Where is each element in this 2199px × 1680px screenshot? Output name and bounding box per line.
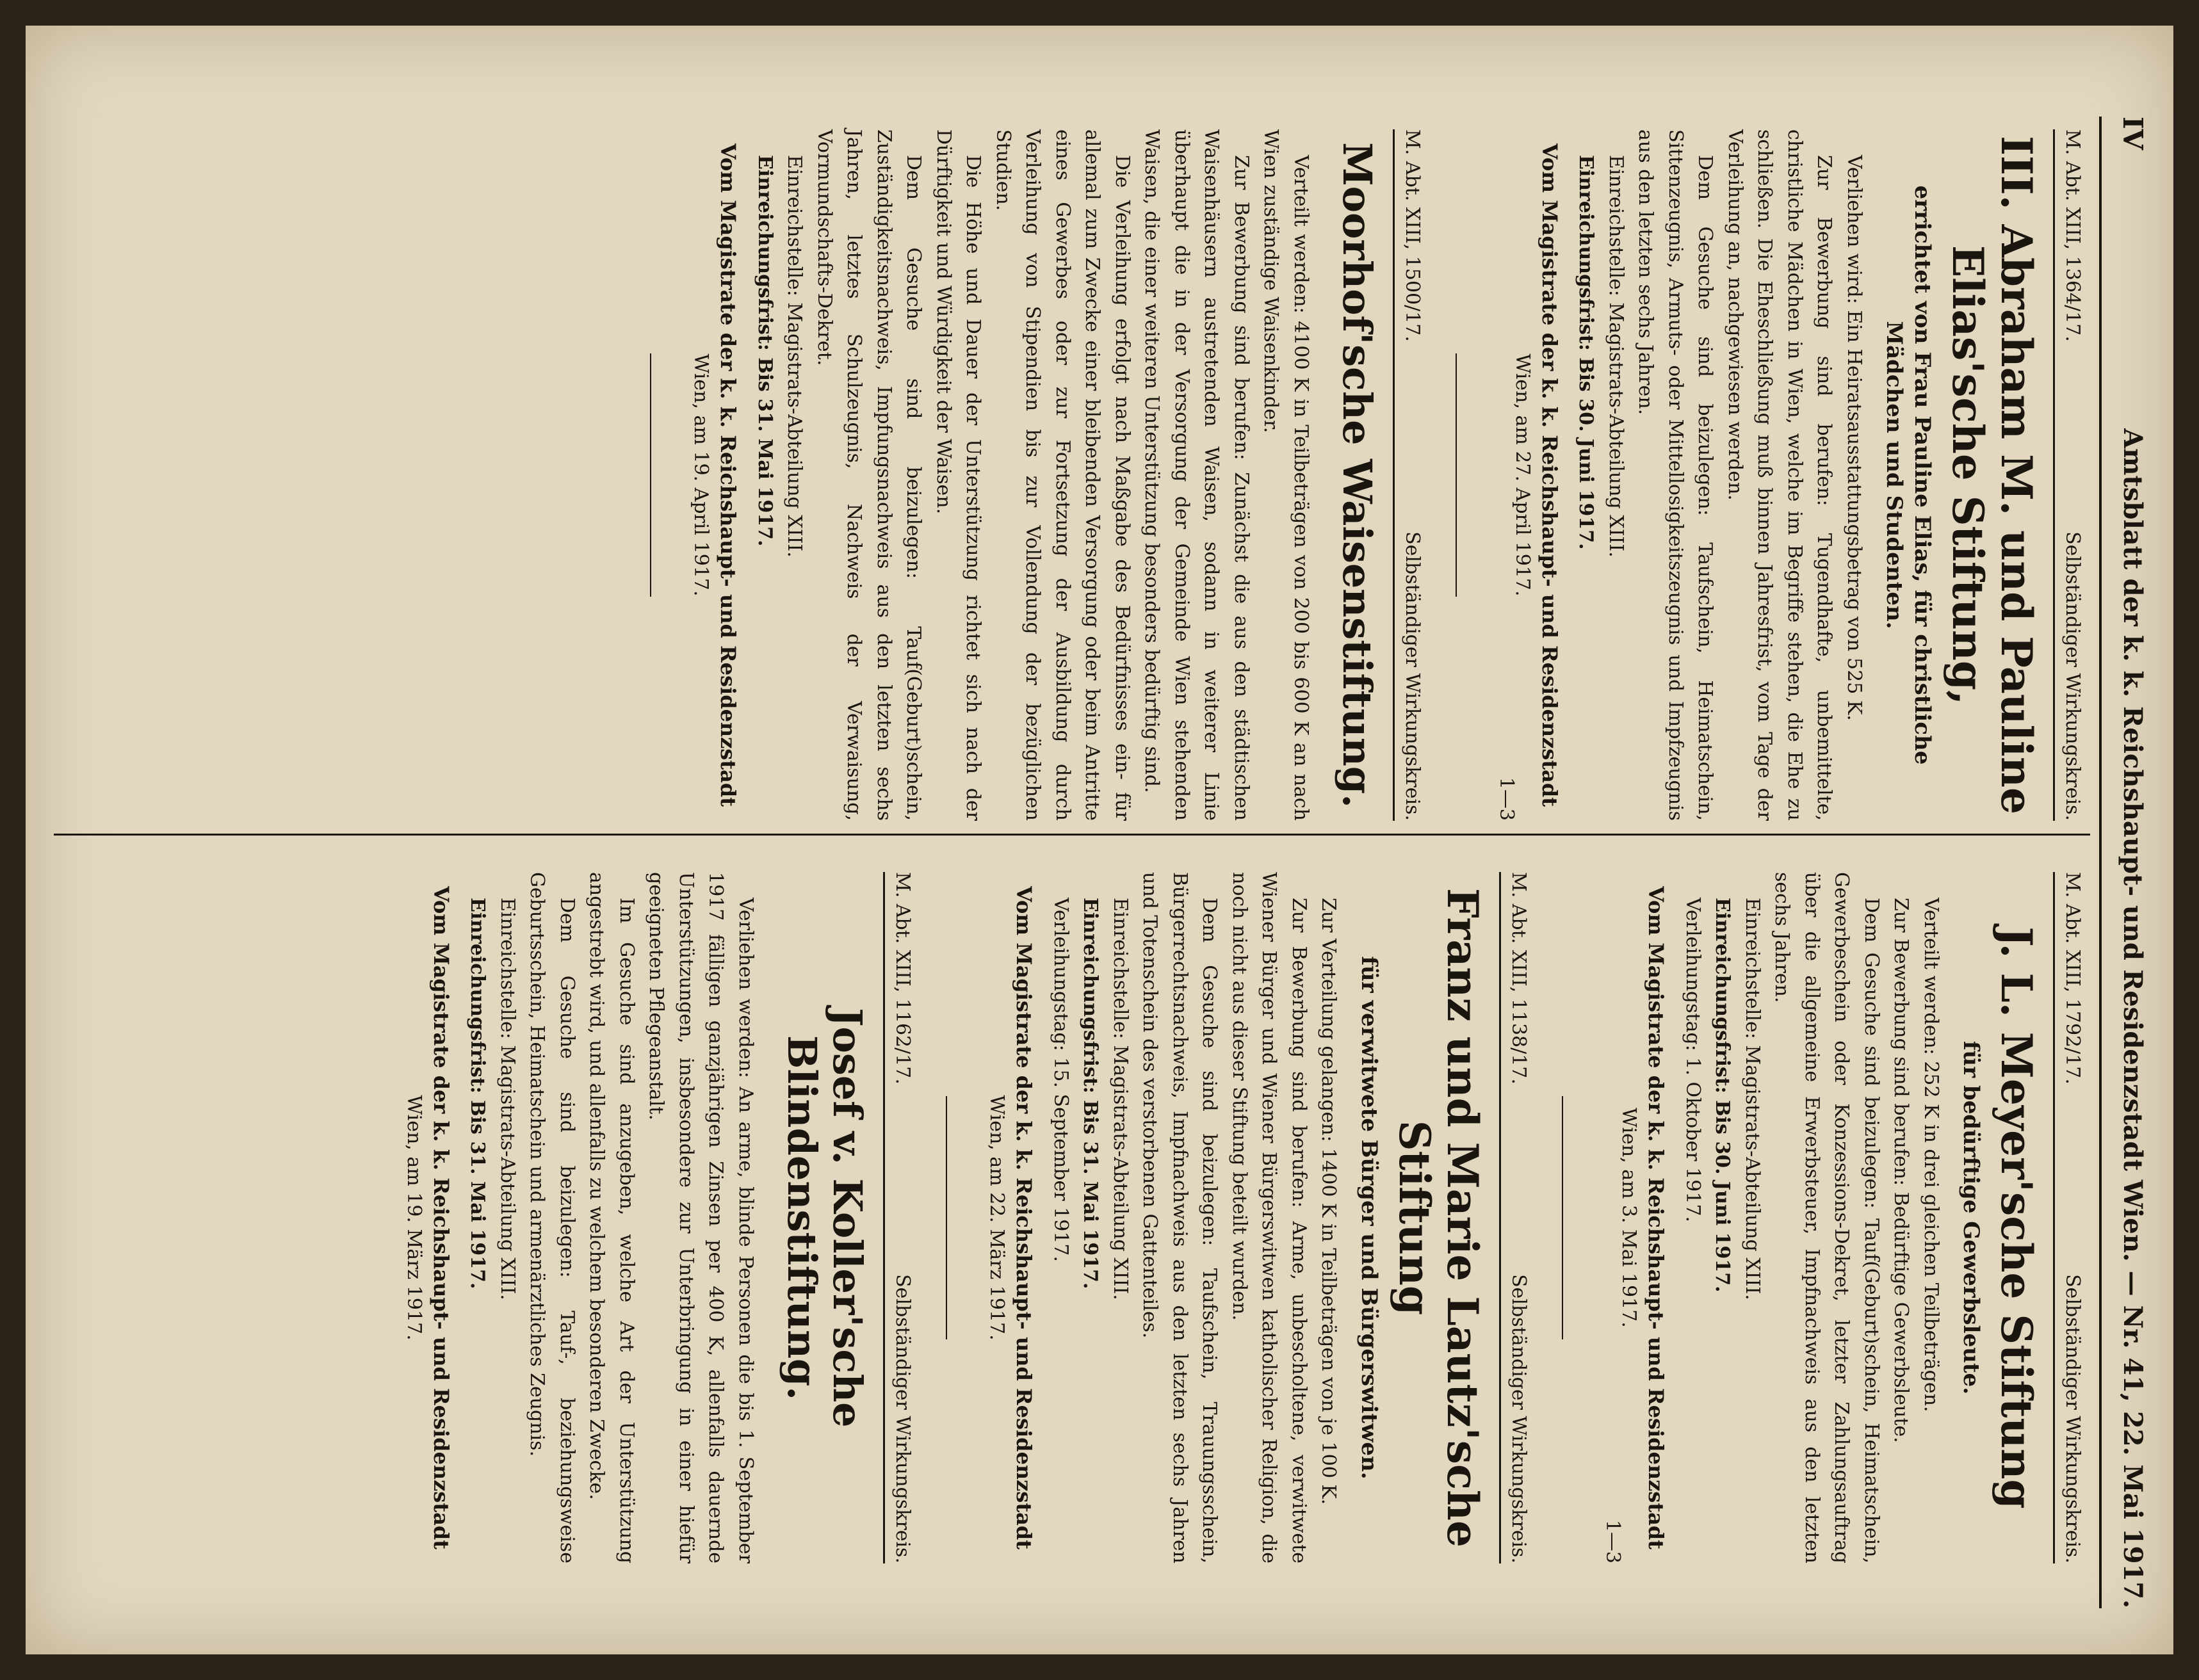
right-column: [403, 872, 2084, 1563]
newspaper-sheet: [26, 26, 2173, 1654]
notice-paragraph: Verliehen wird: Ein Heiratsausstattungsbetrag von 525 K.: [1842, 155, 1865, 721]
notice-paragraph: Zur Bewerbung sind berufen: Bedürftige Gewerbsleute.: [1890, 898, 1913, 1443]
running-header: [2111, 117, 2155, 1608]
notice-paragraph: Einreichungsfrist: Bis 31. Mai 1917.: [1079, 898, 1102, 1289]
notice-paragraph: Dem Gesuche sind beizulegen: Tauf(Geburt)schein, Heimatschein, Gewerbeschein oder Konzessions-Dekret, letzter Zahlungsauftrag über die allgemeine Erwerbsteuer, Impfnachweis aus den letzten sechs Jahren.: [1771, 872, 1883, 1563]
notice-date: Wien, am 19. April 1917.: [690, 353, 713, 597]
spacer: [760, 872, 773, 1563]
notice-paragraph: Zur Verteilung gelangen: 1400 K in Teilbeträgen von je 100 K.: [1317, 898, 1340, 1505]
notice-paragraph: Einreichstelle: Magistrats-Abteilung XIII.: [1108, 898, 1132, 1300]
notice-signature: Vom Magistrate der k. k. Reichshaupt- und Residenzstadt: [1012, 886, 1037, 1549]
notice-paragraph: Die Höhe und Dauer der Unterstützung richtet sich nach der Dürftigkeit und Würdigkeit der Waisen.: [932, 129, 985, 821]
notice-paragraph: Dem Gesuche sind beizulegen: Tauf(Geburt)schein, Zuständigkeitsnachweis, Impfungsnachweis aus den letzten sechs Jahren, letztes Schulzeugnis, Nachweis der Verwaisung, Vormundschafts-Dekret.: [813, 129, 925, 821]
notice-paragraph: Verteilt werden: 252 K in drei gleichen Teilbeträgen.: [1919, 898, 1942, 1412]
notice-meyer: [1602, 872, 2084, 1563]
notice-ref: M. Abt. XIII, 1792/17.: [2061, 872, 2084, 1085]
notice-paragraph: Zur Bewerbung sind berufen: Tugendhafte, unbemittelte, christliche Mädchen in Wien, welche im Begriffe stehen, die Ehe zu schließen. Die Eheschließung muß binnen Jahresfrist, vom Tage der Verleihung an, nachgewiesen werden.: [1723, 129, 1836, 821]
notice-elias: [1495, 129, 2084, 821]
notice-number: 1—3: [1495, 777, 1518, 821]
notice-koller: [403, 872, 914, 1563]
notice-header: [1393, 129, 1424, 821]
notice-moorhof: [690, 129, 1424, 821]
notice-scope: Selbständiger Wirkungskreis.: [2061, 531, 2084, 821]
header-rule: [2099, 117, 2102, 1608]
notice-scope: Selbständiger Wirkungskreis.: [891, 1274, 914, 1563]
notice-paragraph: Einreichstelle: Magistrats-Abteilung XIII.: [1741, 898, 1764, 1300]
notice-date: Wien, am 3. Mai 1917.: [1618, 1108, 1641, 1328]
notice-paragraph: Einreichstelle: Magistrats-Abteilung XIII.: [496, 898, 519, 1300]
notice-header: [2053, 872, 2084, 1563]
notice-paragraph: Die Verleihung erfolgt nach Maßgabe des Bedürfnisses ein- für allemal zum Zwecke einer bleibenden Versorgung oder beim Antritte eines Gewerbes oder zur Fortsetzung der Ausbildung durch Verleihung von Stipendien bis zur Vollendung der bezüglichen Studien.: [991, 129, 1133, 821]
notice-signature: Vom Magistrate der k. k. Reichshaupt- und Residenzstadt: [1644, 886, 1669, 1549]
notice-subtitle: für verwitwete Bürger und Bürgerswitwen.: [1356, 956, 1382, 1480]
notice-date: Wien, am 27. April 1917.: [1511, 353, 1534, 597]
notice-number: 1—3: [1602, 1519, 1625, 1563]
notice-subtitle: errichtet von Frau Pauline Elias, für christliche Mädchen und Studenten.: [1881, 185, 1936, 765]
notice-ref: M. Abt. XIII, 1162/17.: [891, 872, 914, 1085]
notice-scope: Selbständiger Wirkungskreis.: [1400, 531, 1424, 821]
column-divider: [54, 834, 2090, 836]
notice-paragraph: Verliehen werden: An arme, blinde Personen die bis 1. September 1917 fälligen ganzjährigen Zinsen per 400 K, allenfalls dauernde Unterstützungen, insbesondere zur Unterbringung in einer hiefür geeigneten Pflegeanstalt.: [645, 872, 757, 1563]
notice-paragraph: Zur Bewerbung sind berufen: Arme, unbescholtene, verwitwete Wiener Bürger und Wiener Bürgerswitwen katholischer Religion, die noch nicht aus dieser Stiftung beteilt wurden.: [1228, 872, 1310, 1563]
notice-paragraph: Einreichungsfrist: Bis 31. Mai 1917.: [466, 898, 489, 1289]
notice-paragraph: Zur Bewerbung sind berufen: Zunächst die aus den städtischen Waisenhäusern austretenden Waisen, sodann in weiterer Linie überhaupt die in der Versorgung der Gemeinde Wien stehenden Waisen, die einer weiteren Unterstützung besonders bedürftig sind.: [1140, 129, 1253, 821]
notice-ref: M. Abt. XIII, 1500/17.: [1400, 129, 1424, 342]
notice-paragraph: Einreichungsfrist: Bis 30. Juni 1917.: [1711, 898, 1734, 1293]
notice-subtitle: für bedürftige Gewerbsleute.: [1958, 1040, 1984, 1395]
section-separator: [1562, 1096, 1563, 1339]
notice-title: J. L. Meyer'sche Stiftung: [1992, 926, 2041, 1509]
notice-paragraph: Dem Gesuche sind beizulegen: Taufschein, Heimatschein, Sittenzeugnis, Armuts- oder Mittellosigkeitszeugnis und Impfzeugnis aus den letzten sechs Jahren.: [1634, 129, 1717, 821]
notice-paragraph: Einreichungsfrist: Bis 30. Juni 1917.: [1575, 155, 1598, 550]
notice-ref: M. Abt. XIII, 1138/17.: [1507, 872, 1530, 1085]
notice-paragraph: Dem Gesuche sind beizulegen: Taufschein, Trauungsschein, Bürgerrechtsnachweis, Impfnachweis aus den letzten sechs Jahren und Totenschein des verstorbenen Gattenteiles.: [1139, 872, 1221, 1563]
notice-paragraph: Einreichstelle: Magistrats-Abteilung XIII.: [1604, 155, 1627, 558]
notice-scope: Selbständiger Wirkungskreis.: [1507, 1274, 1530, 1563]
notice-title: III. Abraham M. und Pauline Elias'sche Stiftung,: [1943, 136, 2041, 814]
notice-paragraph: Im Gesuche sind anzugeben, welche Art der Unterstützung angestrebt wird, und allenfalls zu welchem besonderen Zwecke.: [585, 872, 638, 1563]
notice-signature: Vom Magistrate der k. k. Reichshaupt- und Residenzstadt: [716, 143, 741, 807]
notice-title: Moorhof'sche Waisenstiftung.: [1333, 142, 1381, 808]
notice-paragraph: Einreichungsfrist: Bis 31. Mai 1917.: [753, 155, 776, 547]
notice-title: Franz und Marie Lautz'sche Stiftung: [1389, 887, 1488, 1548]
notice-header: [883, 872, 914, 1563]
page-number: IV: [2117, 117, 2149, 150]
notice-paragraph: Verleihungstag: 15. September 1917.: [1049, 898, 1072, 1263]
section-separator: [1456, 353, 1457, 597]
notice-signature: Vom Magistrate der k. k. Reichshaupt- und Residenzstadt: [428, 886, 453, 1549]
rotated-page: [41, 33, 2173, 1647]
notice-scope: Selbständiger Wirkungskreis.: [2061, 1274, 2084, 1563]
notice-paragraph: Dem Gesuche sind beizulegen: Tauf-, beziehungsweise Geburtsschein, Heimatschein und armenärztliches Zeugnis.: [526, 872, 578, 1563]
notice-title: Josef v. Koller'sche Blindenstiftung.: [779, 1008, 872, 1428]
section-separator: [946, 1096, 947, 1339]
notice-header: [2053, 129, 2084, 821]
notice-paragraph: Einreichstelle: Magistrats-Abteilung XIII.: [783, 155, 806, 558]
notice-lautz: [986, 872, 1530, 1563]
notice-paragraph: Verleihungstag: 1. Oktober 1917.: [1681, 898, 1704, 1223]
notice-date: Wien, am 22. März 1917.: [986, 1095, 1009, 1341]
running-title: Amtsblatt der k. k. Reichshaupt- und Residenzstadt Wien. — Nr. 41, 22. Mai 1917.: [2118, 428, 2148, 1608]
notice-date: Wien, am 19. März 1917.: [402, 1095, 425, 1341]
notice-ref: M. Abt. XIII, 1364/17.: [2061, 129, 2084, 342]
section-separator: [650, 353, 651, 597]
notice-header: [1499, 872, 1530, 1563]
left-column: [618, 129, 2084, 821]
spacer: [1315, 129, 1328, 821]
notice-paragraph: Verteilt werden: 4100 K in Teilbeträgen von 200 bis 600 K an nach Wien zuständige Waisenkinder.: [1260, 129, 1312, 821]
notice-signature: Vom Magistrate der k. k. Reichshaupt- und Residenzstadt: [1537, 143, 1562, 807]
